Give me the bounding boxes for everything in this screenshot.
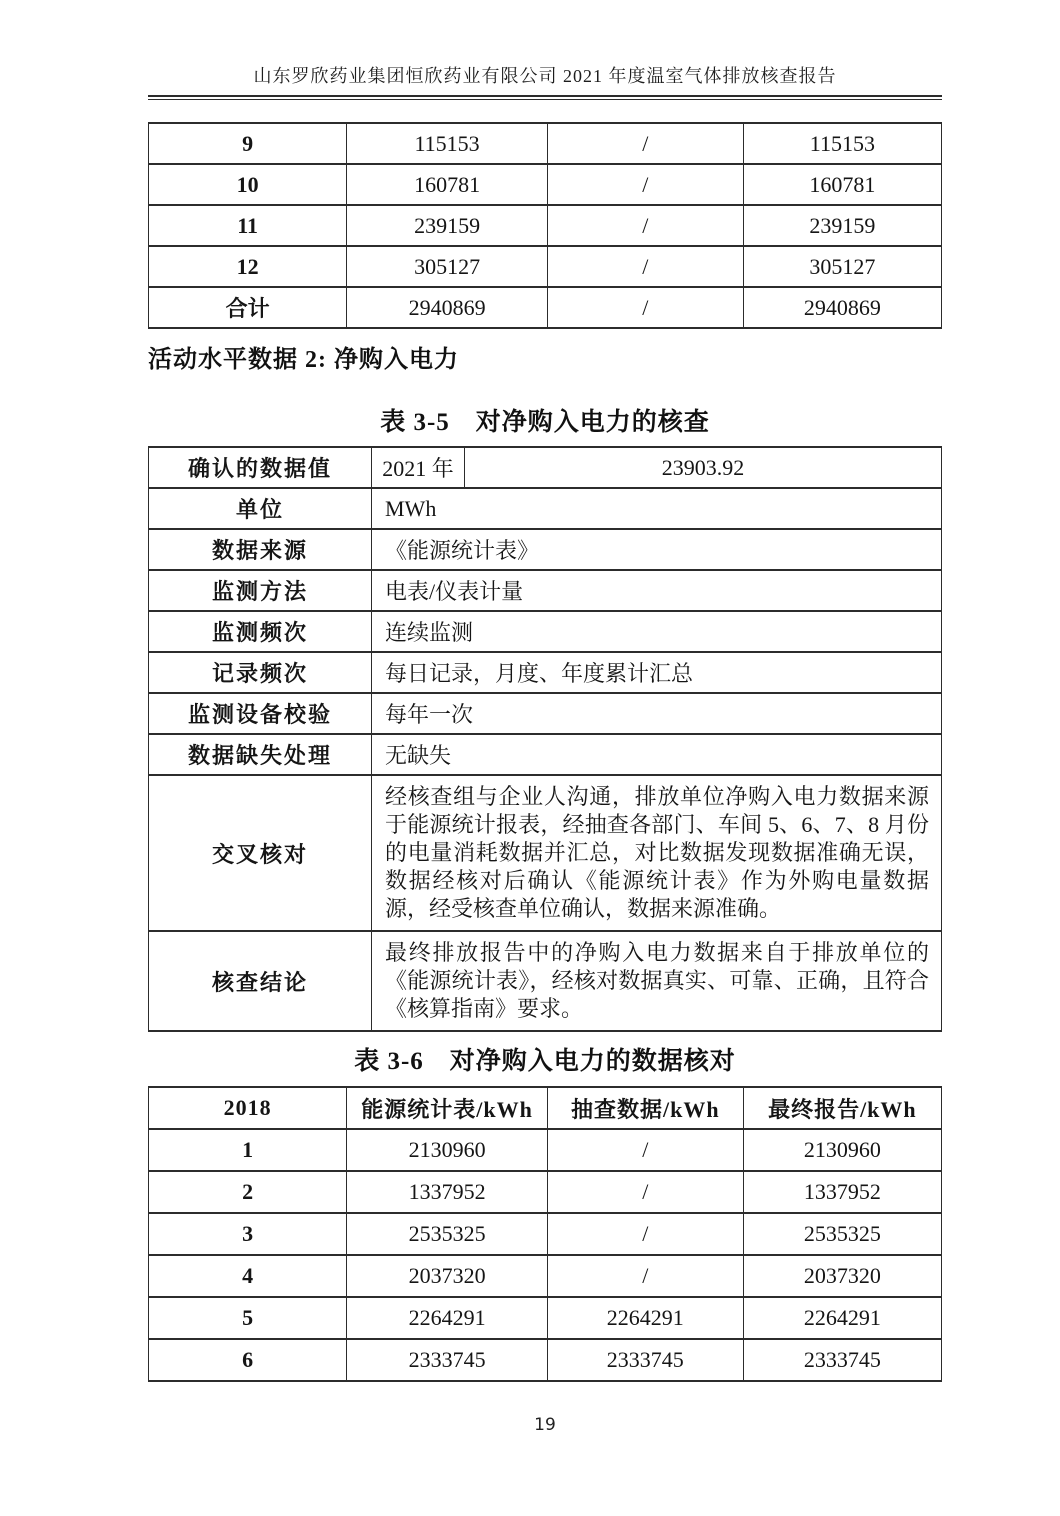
- value-cell: /: [547, 205, 743, 246]
- cross-check-text: 经核查组与企业人沟通，排放单位净购入电力数据来源于能源统计报表，经抽查各部门、车间 5、6、7、8 月份的电量消耗数据并汇总，对比数据发现数据准确无误，数据经核对后确认《能源统计表》作为外购电量数据源，经受核查单位确认，数据来源准确。: [372, 775, 942, 931]
- value-cell: /: [547, 1171, 743, 1213]
- table-3-5-title: 表 3-5 对净购入电力的核查: [380, 409, 710, 436]
- table-row-cross-check: [149, 775, 942, 931]
- month-cell: 5: [149, 1297, 347, 1339]
- table-row: [149, 1213, 942, 1255]
- value-cell: 115153: [743, 123, 941, 164]
- row-value: MWh: [372, 488, 942, 529]
- row-label: 监测频次: [149, 611, 372, 652]
- column-header-sample: 抽查数据/kWh: [547, 1087, 743, 1129]
- month-cell: 12: [149, 246, 347, 287]
- table-row: [149, 1129, 942, 1171]
- value-cell: /: [547, 1213, 743, 1255]
- row-value: 连续监测: [372, 611, 942, 652]
- column-header-statistics: 能源统计表/kWh: [347, 1087, 548, 1129]
- month-cell: 11: [149, 205, 347, 246]
- value-cell: 2037320: [743, 1255, 941, 1297]
- table-row: [149, 1171, 942, 1213]
- value-cell: /: [547, 123, 743, 164]
- row-label: 单位: [149, 488, 372, 529]
- section-heading: 活动水平数据 2: 净购入电力: [148, 347, 459, 373]
- document-page: [148, 0, 942, 1435]
- column-header-year: 2018: [149, 1087, 347, 1129]
- value-cell: 115153: [347, 123, 548, 164]
- value-cell: 2333745: [347, 1339, 548, 1381]
- value-cell: 2264291: [547, 1297, 743, 1339]
- year-cell: 2021 年: [372, 447, 465, 488]
- month-cell: 2: [149, 1171, 347, 1213]
- value-cell: 160781: [743, 164, 941, 205]
- month-cell: 3: [149, 1213, 347, 1255]
- row-label: 核查结论: [149, 931, 372, 1031]
- value-cell: 2333745: [547, 1339, 743, 1381]
- table-row: [149, 570, 942, 611]
- confirmed-value-cell: 23903.92: [465, 447, 942, 488]
- column-header-final: 最终报告/kWh: [743, 1087, 941, 1129]
- row-label: 数据来源: [149, 529, 372, 570]
- table-row: [149, 734, 942, 775]
- table-header-row: [149, 1087, 942, 1129]
- value-cell: 305127: [347, 246, 548, 287]
- value-cell: 239159: [347, 205, 548, 246]
- row-label: 交叉核对: [149, 775, 372, 931]
- value-cell: 2535325: [743, 1213, 941, 1255]
- table-3-6: [148, 1086, 942, 1382]
- value-cell: 160781: [347, 164, 548, 205]
- report-title: 山东罗欣药业集团恒欣药业有限公司 2021 年度温室气体排放核查报告: [253, 66, 837, 86]
- table-row: [149, 1297, 942, 1339]
- monthly-data-table-continued: [148, 122, 942, 329]
- table-3-6-title: 表 3-6 对净购入电力的数据核对: [354, 1048, 736, 1075]
- table-row: [149, 488, 942, 529]
- conclusion-text: 最终排放报告中的净购入电力数据来自于排放单位的《能源统计表》，经核对数据真实、可靠、正确，且符合《核算指南》要求。: [372, 931, 942, 1031]
- table-row: [149, 246, 942, 287]
- table-row: [149, 164, 942, 205]
- value-cell: 2264291: [347, 1297, 548, 1339]
- row-label: 数据缺失处理: [149, 734, 372, 775]
- value-cell: 2264291: [743, 1297, 941, 1339]
- table-row: [149, 1255, 942, 1297]
- row-value: 每年一次: [372, 693, 942, 734]
- month-cell: 1: [149, 1129, 347, 1171]
- value-cell: 2037320: [347, 1255, 548, 1297]
- table-row-conclusion: [149, 931, 942, 1031]
- table-row: [149, 652, 942, 693]
- value-cell: /: [547, 1255, 743, 1297]
- table-row-total: [149, 287, 942, 328]
- row-label: 监测设备校验: [149, 693, 372, 734]
- month-cell: 10: [149, 164, 347, 205]
- total-label-cell: 合计: [149, 287, 347, 328]
- value-cell: 239159: [743, 205, 941, 246]
- table-row: [149, 529, 942, 570]
- row-label: 记录频次: [149, 652, 372, 693]
- row-label: 监测方法: [149, 570, 372, 611]
- page-number: 19: [534, 1415, 556, 1435]
- row-value: 《能源统计表》: [372, 529, 942, 570]
- table-row: [149, 693, 942, 734]
- value-cell: /: [547, 287, 743, 328]
- value-cell: /: [547, 246, 743, 287]
- month-cell: 4: [149, 1255, 347, 1297]
- value-cell: 1337952: [347, 1171, 548, 1213]
- table-3-5: [148, 446, 942, 1032]
- row-label: 确认的数据值: [149, 447, 372, 488]
- value-cell: 2130960: [347, 1129, 548, 1171]
- value-cell: 2940869: [743, 287, 941, 328]
- month-cell: 9: [149, 123, 347, 164]
- row-value: 无缺失: [372, 734, 942, 775]
- value-cell: 2130960: [743, 1129, 941, 1171]
- value-cell: 1337952: [743, 1171, 941, 1213]
- row-value: 电表/仪表计量: [372, 570, 942, 611]
- table-row: [149, 611, 942, 652]
- value-cell: 2333745: [743, 1339, 941, 1381]
- value-cell: /: [547, 1129, 743, 1171]
- table-row: [149, 1339, 942, 1381]
- page-header: [148, 64, 942, 100]
- month-cell: 6: [149, 1339, 347, 1381]
- table-row: [149, 123, 942, 164]
- value-cell: 2535325: [347, 1213, 548, 1255]
- value-cell: 2940869: [347, 287, 548, 328]
- table-row: [149, 205, 942, 246]
- table-row: [149, 447, 942, 488]
- value-cell: /: [547, 164, 743, 205]
- row-value: 每日记录，月度、年度累计汇总: [372, 652, 942, 693]
- header-rule: [148, 95, 942, 100]
- value-cell: 305127: [743, 246, 941, 287]
